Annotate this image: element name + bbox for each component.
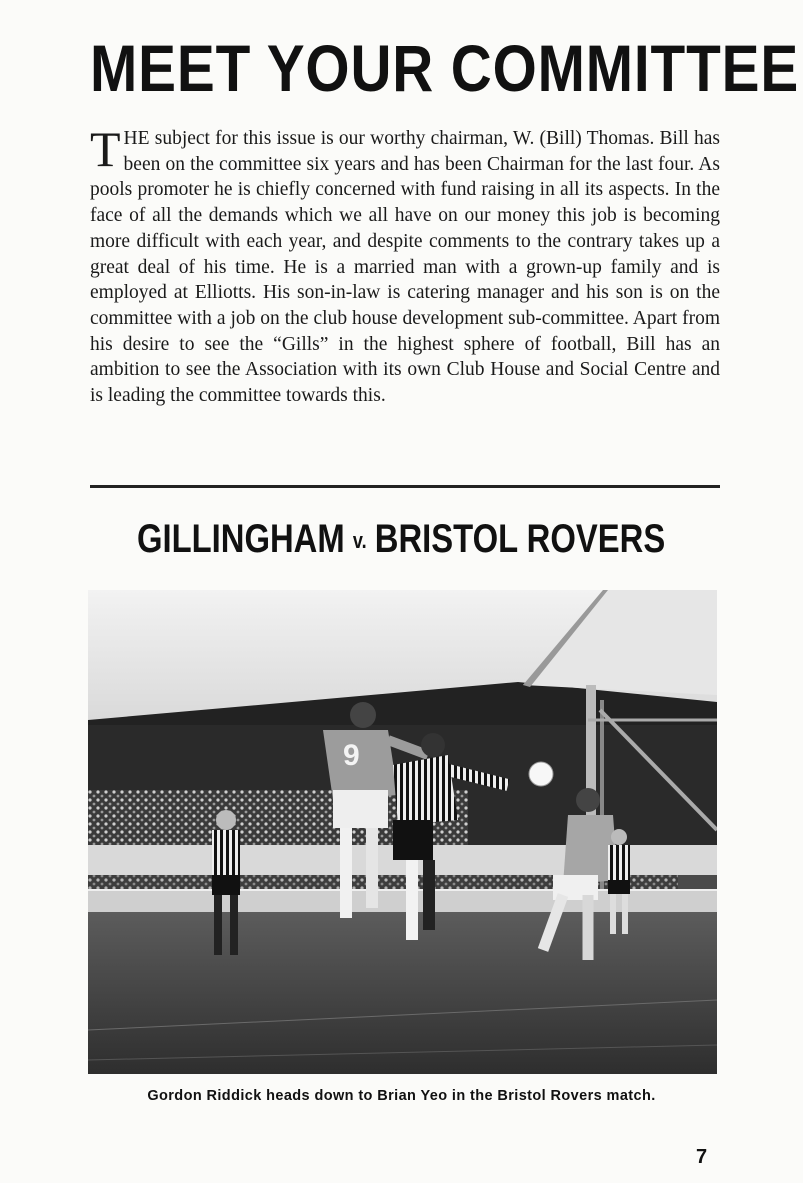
versus-label: v. [353,528,368,553]
photo-caption: Gordon Riddick heads down to Brian Yeo in the Bristol Rovers match. [147,1088,656,1104]
drop-cap: T [90,121,121,177]
match-photo [88,590,717,1074]
match-photo-illustration [88,590,717,1074]
match-heading [0,512,803,568]
section-divider [90,485,720,488]
page-number: 7 [696,1146,708,1168]
committee-article [90,121,720,409]
page-headline: MEET YOUR COMMITTEE [90,31,800,105]
home-team: GILLINGHAM [137,517,346,561]
shirt-number: 9 [343,739,360,772]
away-team: BRISTOL ROVERS [375,517,666,561]
article-body: HE subject for this issue is our worthy chairman, W. (Bill) Thomas. Bill has been on the committee six years and has been Chairman for the last four. As pools promoter he is chiefly concerned with fund raising in all its aspects. In the face of all the demands which we all have on our money this job is becoming more difficult with each year, and despite comments to the contrary takes up a great deal of his time. He is a married man with a grown-up family and is employed at Elliotts. His son-in-law is catering manager and his son is on the committee with a job on the club house development sub-committee. Apart from his desire to see the “Gills” in the highest sphere of football, Bill has an ambition to see the Association with its own Club House and Social Centre and is leading the committee towards this. [90,128,720,407]
